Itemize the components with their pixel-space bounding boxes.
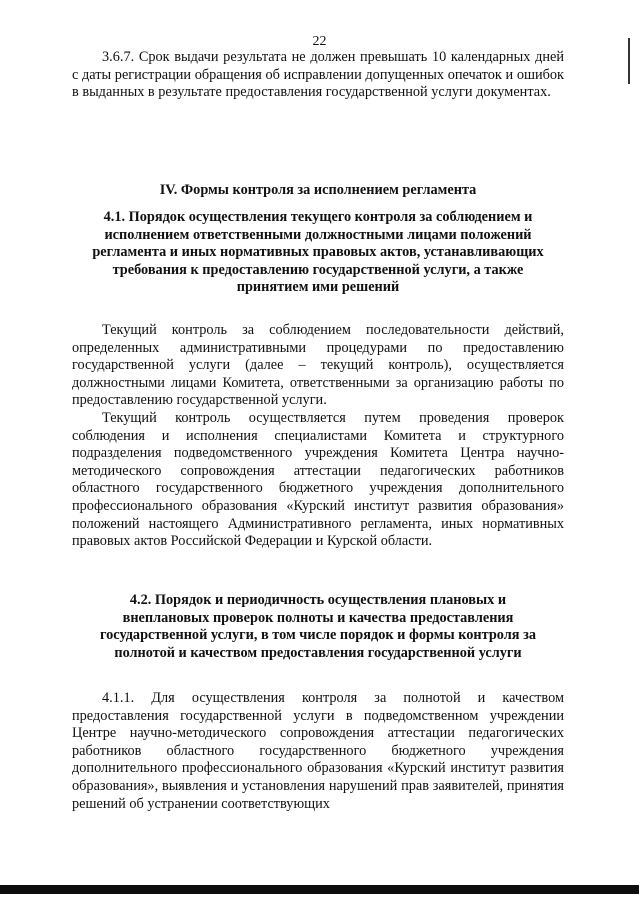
page-number: 22 [312, 34, 327, 49]
paragraph-text: 4.1.1. Для осуществления контроля за полнотой и качеством предоставления государственной услуги в подведомственном учреждении Центре научно-методического сопровождения аттестации педагогических работников областного государственного бюджетного учреждения дополнительного профессионального образования «Курский институт развития образования», выявления и установления нарушений прав заявителей, принятия решений об устранении соответствующих [72, 690, 564, 812]
heading-4-2-line: государственной услуги, в том числе порядок и формы контроля за [100, 627, 536, 644]
paragraph-text: Текущий контроль за соблюдением последовательности действий, определенных административными процедурами по предоставлению государственной услуги (далее – текущий контроль), осуществляется должностными лицами Комитета, ответственными за организацию работы по предоставлению государственной услуги. [72, 322, 564, 409]
heading-4-1-line: 4.1. Порядок осуществления текущего контроля за соблюдением и [103, 209, 533, 225]
paragraph-text: Текущий контроль осуществляется путем проведения проверок соблюдения и исполнения специалистами Комитета и структурного подразделения подведомственного учреждения Комитета Центра научно-методического сопровождения аттестации педагогических работников областного государственного бюджетного учреждения дополнительного профессионального образования «Курский институт развития образования» положений настоящего Административного регламента, иных нормативных правовых актов Российской Федерации и Курской области. [72, 409, 564, 550]
heading-4-1-line: требования к предоставлению государственной услуги, а также [112, 261, 524, 278]
scan-margin-mark [628, 38, 630, 84]
heading-4-2-line: полнотой и качеством предоставления государственной услуги [114, 644, 522, 661]
paragraph-text: 3.6.7. Срок выдачи результата не должен превышать 10 календарных дней с даты регистрации обращения об исправлении допущенных опечаток и ошибок в выданных в результате предоставления государственной услуги документах. [72, 49, 564, 101]
paragraph-current-control [72, 322, 564, 551]
heading-4-1-line: исполнением ответственными должностными лицами положений [104, 226, 532, 243]
section-iv-title: IV. Формы контроля за исполнением регламента [159, 182, 477, 198]
heading-4-2-line: внеплановых проверок полноты и качества предоставления [122, 609, 514, 626]
paragraph-4-1-1 [72, 690, 564, 813]
heading-4-2-line: 4.2. Порядок и периодичность осуществления плановых и [129, 592, 507, 608]
heading-4-1-line: регламента и иных нормативных правовых актов, устанавливающих [92, 244, 544, 261]
heading-4-2 [72, 592, 564, 662]
heading-4-1 [72, 209, 564, 297]
paragraph-3-6-7 [72, 49, 564, 102]
heading-4-1-line: принятием ими решений [236, 279, 400, 296]
scan-bottom-bar [0, 885, 639, 894]
